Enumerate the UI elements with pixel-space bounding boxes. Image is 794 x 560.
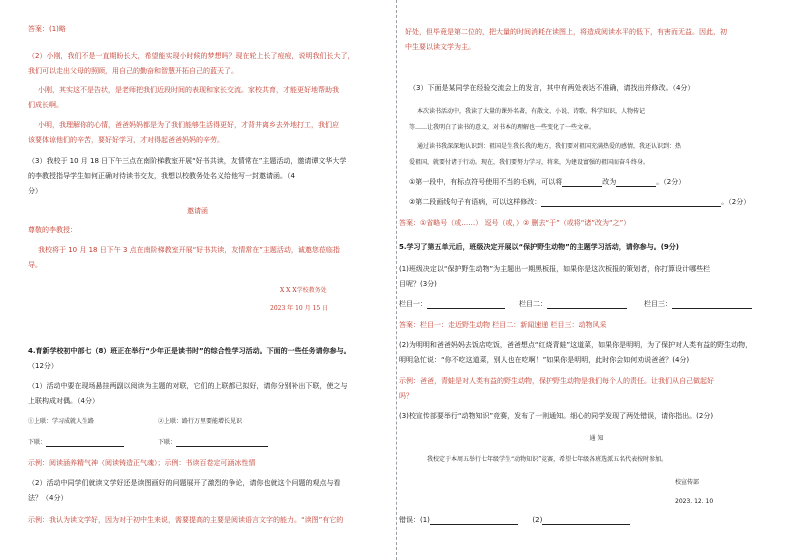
- question-3-line-3: 分）: [28, 187, 42, 195]
- answer-paragraph-3b: 们成长啊。: [28, 101, 63, 109]
- couplet-1: ①上联：学习成就人生路: [28, 418, 95, 425]
- fix-1-mid: 改为: [602, 178, 617, 186]
- invitation-title: 邀请函: [187, 207, 208, 215]
- answer-5-2-line-2: 吗？: [399, 392, 413, 400]
- question-5-2-line-2: 明明急忙说：“你不吃这道菜，别人也在吃啊！”如果你是明明，此时你会如何劝说爸爸？(4分): [399, 356, 690, 364]
- notice-signature: 校宣传部: [675, 479, 700, 486]
- question-4-1-line-1: （1）活动中要在现场悬挂两副以阅读为主题的对联，它们的上联都已拟好，请你分别补出下联，使之与: [28, 382, 348, 390]
- answer-paragraph-4b: 该要体谅他们的辛苦，要好好学习，才对得起爸爸妈妈的辛劳。: [28, 136, 224, 144]
- answer-5-1: 答案：栏目一：走近野生动物 栏目二：新闻速递 栏目三：动物风采: [399, 321, 607, 329]
- question-5-2-line-1: (2)为明明和爸爸妈妈去饭店吃饭，爸爸想点“红烧青蛙”这道菜，如果你是明明，为了保护对人类有益的野生动物，: [399, 341, 753, 349]
- column-1: [399, 300, 505, 309]
- answer-paragraph-2b: 我们可以走出父母的照顾，用自己的勤奋和智慧开拓自己的蓝天了。: [28, 67, 238, 75]
- question-4-title: 4.育新学校初中部七（8）班正在举行“少年正是读书时”的综合性学习活动。下面的一些任务请你参与。: [28, 347, 351, 355]
- error-1-blank[interactable]: [430, 517, 518, 525]
- error-2-label: (2): [532, 516, 543, 524]
- fix-2: [409, 198, 750, 207]
- question-4-1-line-2: 上联构成对偶。（4分）: [28, 397, 99, 405]
- column-3: [644, 300, 752, 309]
- speech-line-2: 等……让我明白了读书的意义，对书本的理解也一些变化了一些文章。: [409, 124, 596, 131]
- continued-answer-2: 中生要以读文学为主。: [405, 43, 475, 51]
- fix-1-score: 。（2分）: [656, 178, 686, 186]
- fix-2-score: 。（2分）: [721, 198, 751, 206]
- second-line-2: [158, 438, 268, 447]
- invitation-date: 2023 年 10 月 15 日: [270, 305, 329, 312]
- fix-1-blank-b[interactable]: [616, 179, 656, 187]
- question-4-2-line-1: （2）活动中同学们就读文学好还是读图画好的问题展开了激烈的争论，请你也就这个问题的观点与看: [28, 479, 341, 487]
- continued-answer-1: 好处，但毕竟是第二位的，把大量的时间消耗在读图上，将造成阅读水平的低下，有害而无益。因此，初: [405, 28, 727, 36]
- answer-paragraph-3a: 小刚，其实这不是告状，是老师把我们近段时间的表现和家长交流。家校共育，才能更好地帮助我: [38, 86, 339, 94]
- second-line-1: [28, 438, 124, 447]
- error-1-label: 错误：(1): [399, 516, 430, 524]
- column-2-blank[interactable]: [547, 301, 627, 309]
- answer-3: 答案：①省略号（或……） 逗号（或，）② 删去“于”（或将“诸”改为“之”）: [399, 219, 631, 227]
- column-1-label: 栏目一：: [399, 300, 427, 308]
- answer-5-2-line-1: 示例：爸爸，青蛙是对人类有益的野生动物，保护野生动物是我们每个人的责任。让我们从自己做起好: [399, 377, 714, 385]
- error-2-blank[interactable]: [542, 517, 630, 525]
- column-divider: [396, 0, 398, 560]
- invitation-signature: X X X学校教务处: [280, 287, 327, 294]
- errors: [399, 516, 630, 525]
- second-line-2-blank[interactable]: [176, 439, 268, 447]
- column-3-label: 栏目三：: [644, 300, 672, 308]
- speech-line-3: 通过读书我深深地认识到：祖国是生我长我的地方，我们要对祖国充满热爱的感情，我还认识到：热: [417, 143, 682, 150]
- question-3-title: （3）下面是某同学在经验交流会上的发言，其中有两处表达不准确，请找出并修改。（4分）: [409, 84, 695, 92]
- invitation-greeting: 尊敬的李教授：: [28, 226, 77, 234]
- question-5-title: 5.学习了第五单元后，班级决定开展以“保护野生动物”的主题学习活动，请你参与。(9分): [399, 243, 679, 251]
- notice-date: 2023. 12. 10: [675, 498, 714, 505]
- answer-paragraph-4a: 小明，我理解你的心情，爸爸妈妈都是为了我们能够生活得更好，才背井离乡去外地打工，我们应: [38, 121, 339, 129]
- column-2-label: 栏目二：: [519, 300, 547, 308]
- fix-1-blank-a[interactable]: [562, 179, 602, 187]
- question-5-1-line-2: 目呢？(3分): [399, 280, 437, 288]
- question-5-1-line-1: (1)班级决定以“保护野生动物”为主题出一期黑板报，如果你是这次板报的策划者，你打算设计哪些栏: [399, 265, 711, 273]
- notice-title: 通 知: [589, 435, 604, 442]
- answer-paragraph-2a: （2）小刚，我们不是一直期盼长大，希望能实现小时候的梦想吗？现在轮上长了痘痘，说明我们长大了，: [28, 52, 355, 60]
- question-3-line-2: 的李教授指导学生如何正确对待读书交友，我想以校教务处名义给他写一封邀请函。（4: [28, 172, 295, 180]
- fix-1: [409, 178, 685, 187]
- couplet-2: ②上联：路行万里要能增长见识: [158, 418, 243, 425]
- question-4-score: （12分）: [28, 362, 58, 370]
- fix-1-label: ①第一段中，有标点符号使用不当的毛病，可以将: [409, 178, 563, 186]
- notice-body: 我校定于本周五举行七年级学生“动物知识”竞赛，希望七年级各班选派五名代表按时参加。: [427, 456, 668, 463]
- column-3-blank[interactable]: [672, 301, 752, 309]
- question-5-3: (3)校宣传部要举行“动物知识”竞赛，发布了一则通知。细心的同学发现了两处错误，请你指出。(2分): [399, 412, 714, 420]
- invitation-body-2: 导。: [28, 261, 42, 269]
- invitation-body-1: 我校将于 10 月 18 日下午 3 点在南阶梯教室开展“好书共读，友情常在”主题活动，诚邀您莅临指: [38, 246, 340, 254]
- second-line-2-label: 下联：: [158, 439, 177, 446]
- fix-2-blank[interactable]: [541, 199, 721, 207]
- column-2: [519, 300, 627, 309]
- second-line-1-blank[interactable]: [46, 439, 124, 447]
- fix-2-label: ②第二段画线句子有语病，可以这样修改：: [409, 198, 542, 206]
- question-4-2-line-2: 法？（4分）: [28, 494, 68, 502]
- question-3-line-1: （3）我校于 10 月 18 日下午三点在南阶梯教室开展“好书共读，友情常在”主题活动，邀请谭文华大学: [28, 157, 347, 165]
- second-line-1-label: 下联：: [28, 439, 47, 446]
- speech-line-4: 爱祖国，就要付诸于行动。现在，我们要努力学习，将来，为建设富强的祖国而奋斗终身。: [409, 159, 650, 166]
- answer-4-2: 示例：我认为读文学好，因为对于初中生来说，需要提高的主要是阅读语言文字的能力。“读图”有它的: [28, 516, 344, 524]
- answer-label: 答案：(1)略: [28, 25, 66, 33]
- answer-4-1: 示例：阅读涵养精气神（阅读铸造正气魂）；示例：书读百卷定可涵冰性情: [28, 459, 256, 467]
- left-column: [0, 0, 395, 560]
- column-1-blank[interactable]: [427, 301, 505, 309]
- speech-line-1: 本次读书活动中，我读了大量的课外名著，有散文、小说、诗歌、科学知识，人物传记: [417, 108, 646, 115]
- right-column: [399, 0, 794, 560]
